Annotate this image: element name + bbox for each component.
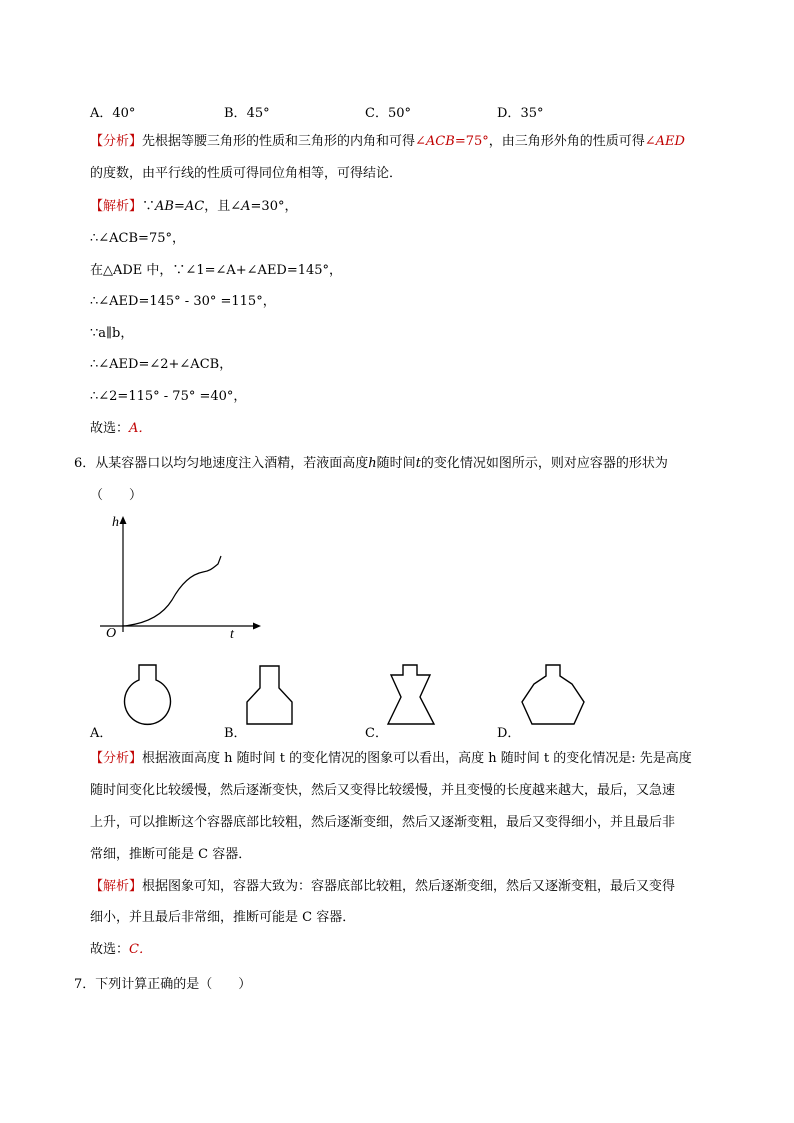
q5-analysis — [90, 133, 685, 151]
and-angle: ，且∠ — [204, 199, 242, 214]
angle-aed: ∠AED — [644, 134, 685, 149]
q5-solution-line-4: ∴∠AED=145° - 30° =115°， — [90, 294, 276, 309]
q5-analysis-line2: 的度数，由平行线的性质可得同位角相等，可得结论． — [90, 166, 403, 181]
option-letter: C． — [365, 106, 388, 121]
answer-value: A． — [129, 421, 152, 436]
q6-analysis-line-2: 随时间变化比较缓慢，然后逐渐变快，然后又变得比较缓慢，并且变慢的长度越来越大，最后，又急速 — [90, 783, 676, 798]
angle-value: =30°， — [250, 199, 298, 214]
q5-option-a — [90, 102, 135, 121]
x-axis-label: t — [230, 627, 234, 642]
because-symbol: ∵ — [142, 199, 156, 214]
q6-solution-line-1 — [90, 878, 675, 896]
q6-stem — [74, 452, 668, 471]
math-a: A — [241, 199, 251, 214]
option-letter: D． — [497, 106, 521, 121]
q5-solution-line-1 — [90, 198, 297, 216]
solution-tag: 【解析】 — [90, 199, 143, 214]
origin-label: O — [106, 626, 117, 641]
container-b — [242, 662, 302, 726]
container-c-label: C． — [365, 726, 388, 741]
container-d-label: D． — [497, 726, 521, 741]
q6-solution-line-2: 细小，并且最后非常细，推断可能是 C 容器． — [90, 910, 356, 925]
q6-graph — [100, 510, 270, 645]
analysis-text: 根据液面高度 h 随时间 t 的变化情况的图象可以看出，高度 h 随时间 t 的变化情况是: 先是高度 — [142, 751, 692, 766]
q6-answer — [90, 941, 152, 959]
container-d — [518, 662, 588, 726]
var-h: h — [368, 456, 377, 471]
q5-solution-line-3: 在△ADE 中，∵∠1=∠A+∠AED=145°， — [90, 263, 343, 278]
q5-solution-line-2: ∴∠ACB=75°， — [90, 231, 185, 246]
q6-analysis-line-1 — [90, 750, 692, 768]
stem-text: 下列计算正确的是（ ） — [95, 977, 252, 992]
q5-option-b — [224, 102, 270, 121]
q5-answer — [90, 420, 151, 438]
angle-acb-value: =75° — [454, 134, 489, 149]
stem-text: 从某容器口以均匀地速度注入酒精，若液面高度 — [95, 456, 369, 471]
height-curve — [123, 556, 221, 626]
answer-prefix: 故选： — [90, 942, 130, 957]
container-c — [382, 662, 442, 726]
solution-text: 根据图象可知，容器大致为：容器底部比较粗，然后逐渐变细，然后又逐渐变粗，最后又变得 — [142, 879, 676, 894]
answer-prefix: 故选： — [90, 421, 130, 436]
container-b-label: B． — [224, 726, 247, 741]
q5-solution-line-5: ∵a∥b， — [90, 326, 134, 341]
q6-analysis-line-4: 常细，推断可能是 C 容器． — [90, 847, 252, 862]
answer-value: C． — [129, 942, 152, 957]
q5-solution-line-6: ∴∠AED=∠2+∠ACB， — [90, 357, 233, 372]
q5-solution-line-7: ∴∠2=115° - 75° =40°， — [90, 389, 247, 404]
equals: = — [173, 199, 185, 214]
analysis-text-2: ，由三角形外角的性质可得 — [488, 134, 645, 149]
math-ac: AC — [184, 199, 205, 214]
q7-stem — [74, 973, 251, 992]
stem-text-2: 随时间 — [376, 456, 416, 471]
q5-option-d — [497, 102, 543, 121]
stem-text-3: 的变化情况如图所示，则对应容器的形状为 — [420, 456, 668, 471]
y-axis-label: h — [112, 515, 119, 530]
option-value: 45° — [246, 106, 270, 121]
container-a — [118, 662, 178, 726]
option-letter: B． — [224, 106, 247, 121]
analysis-tag: 【分析】 — [90, 134, 143, 149]
q6-answer-bracket: （ ） — [90, 488, 143, 503]
angle-acb: ∠ACB — [415, 134, 455, 149]
container-a-label: A． — [90, 726, 113, 741]
option-value: 50° — [387, 106, 411, 121]
y-axis-arrow — [120, 516, 127, 524]
q5-option-c — [365, 102, 411, 121]
option-value: 35° — [520, 106, 544, 121]
option-value: 40° — [112, 106, 136, 121]
option-letter: A． — [90, 106, 113, 121]
question-number: 7． — [74, 977, 96, 992]
question-number: 6． — [74, 456, 96, 471]
var-t: t — [415, 456, 421, 471]
analysis-tag: 【分析】 — [90, 751, 143, 766]
analysis-text: 先根据等腰三角形的性质和三角形的内角和可得 — [142, 134, 416, 149]
solution-tag: 【解析】 — [90, 879, 143, 894]
x-axis-arrow — [253, 623, 261, 630]
math-ab: AB — [155, 199, 174, 214]
q6-analysis-line-3: 上升，可以推断这个容器底部比较粗，然后逐渐变细，然后又逐渐变粗，最后又变得细小，并且最后非 — [90, 815, 676, 830]
